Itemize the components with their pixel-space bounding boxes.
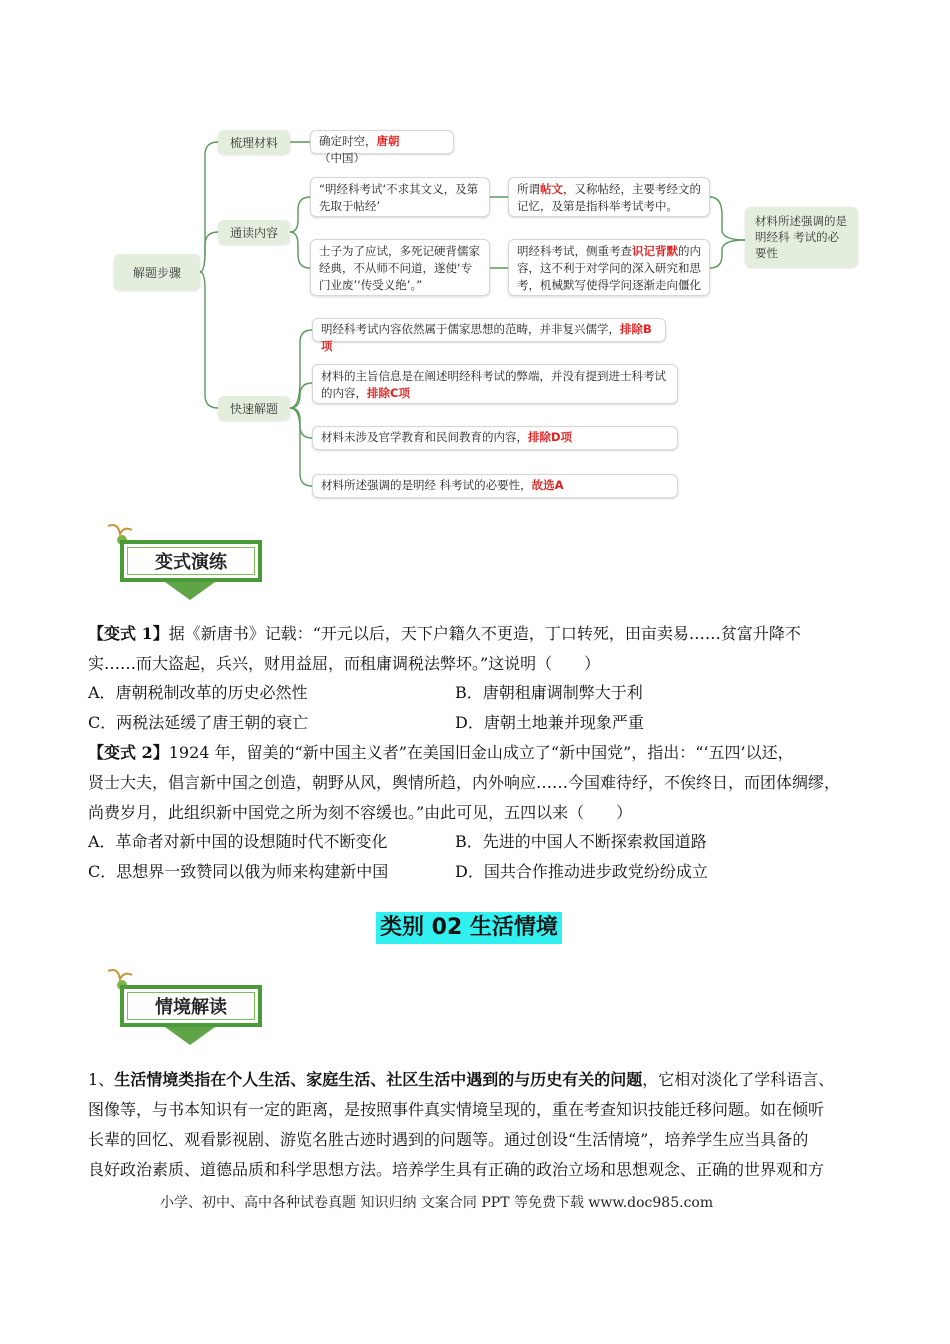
mindmap-branch-2-answer-2: 明经科考试，侧重考查识记背默的内容，这不利于对学问的深入研究和思考，机械默写使得学问逐渐走向僵化 bbox=[508, 239, 710, 296]
mindmap-branch-3: 快速解题 bbox=[218, 396, 290, 420]
mindmap-branch-3-leaf-2: 材料的主旨信息是在阐述明经科考试的弊端，并没有提到进士科考试的内容，排除C项 bbox=[312, 364, 678, 404]
mindmap-branch-3-leaf-4: 材料所述强调的是明经 科考试的必要性，故选A bbox=[312, 474, 678, 498]
section-banner-practice bbox=[100, 530, 250, 590]
question-2-option-a: A．革命者对新中国的设想随时代不断变化 bbox=[88, 832, 388, 851]
question-1-option-a: A．唐朝税制改革的历史必然性 bbox=[88, 683, 308, 702]
banner-title: 情境解读 bbox=[127, 992, 255, 1020]
mindmap-branch-1-leaf: 确定时空，唐朝（中国） bbox=[310, 130, 454, 154]
question-2-option-b: B．先进的中国人不断探索救国道路 bbox=[455, 832, 707, 851]
question-2-line-2: 贤士大夫，倡言新中国之创造，朝野从风，舆情所趋，内外响应……今国难待纾，不俟终日，而团体绸缪， bbox=[88, 773, 841, 792]
question-1-option-c: C．两税法延缓了唐王朝的衰亡 bbox=[88, 713, 309, 732]
mindmap-branch-2: 通读内容 bbox=[218, 220, 290, 244]
mindmap-root: 解题步骤 bbox=[114, 254, 200, 290]
mindmap-conclusion: 材料所述强调的是明经科 考试的必要性 bbox=[745, 207, 858, 267]
question-2-line-3: 尚费岁月，此组织新中国党之所为刻不容缓也。”由此可见，五四以来（ ） bbox=[88, 803, 633, 822]
mindmap-branch-1: 梳理材料 bbox=[218, 130, 290, 154]
question-1-option-b: B．唐朝租庸调制弊大于利 bbox=[455, 683, 643, 702]
mindmap-branch-2-quote-1: “明经科考试‘不求其文义，及第先取于帖经’ bbox=[310, 177, 490, 217]
question-2-option-c: C．思想界一致赞同以俄为师来构建新中国 bbox=[88, 862, 389, 881]
paragraph-line-2: 图像等，与书本知识有一定的距离，是按照事件真实情境呈现的，重在考查知识技能迁移问题。如在倾听 bbox=[88, 1100, 825, 1119]
question-1-line-2: 实……而大盗起，兵兴，财用益屈，而租庸调税法弊坏。”这说明（ ） bbox=[88, 654, 601, 673]
question-1-line-1: 【变式 1】据《新唐书》记载：“开元以后，天下户籍久不更造，丁口转死，田亩卖易……贫富升降不 bbox=[88, 624, 801, 643]
banner-title: 变式演练 bbox=[127, 547, 255, 575]
paragraph-line-4: 良好政治素质、道德品质和科学思想方法。培养学生具有正确的政治立场和思想观念、正确的世界观和方 bbox=[88, 1160, 825, 1179]
question-2-line-1: 【变式 2】1924 年，留美的“新中国主义者”在美国旧金山成立了“新中国党”，指出：“‘五四’以还， bbox=[88, 743, 794, 762]
mindmap-branch-2-answer-1: 所谓帖文，又称帖经，主要考经文的记忆，及第是指科举考试考中。 bbox=[508, 177, 710, 217]
mindmap-branch-2-quote-2: 士子为了应试，多死记硬背儒家经典，不从师不问道，遂使‘专门业废’‘传受义绝’。” bbox=[310, 239, 490, 296]
mindmap-branch-3-leaf-1: 明经科考试内容依然属于儒家思想的范畴，并非复兴儒学，排除B项 bbox=[312, 318, 666, 342]
paragraph-line-1: 1、生活情境类指在个人生活、家庭生活、社区生活中遇到的与历史有关的问题，它相对淡化了学科语言、 bbox=[88, 1070, 835, 1089]
section-banner-context bbox=[100, 975, 250, 1035]
question-1-option-d: D．唐朝土地兼并现象严重 bbox=[455, 713, 644, 732]
mindmap-branch-3-leaf-3: 材料未涉及官学教育和民间教育的内容，排除D项 bbox=[312, 426, 678, 450]
question-2-option-d: D．国共合作推动进步政党纷纷成立 bbox=[455, 862, 708, 881]
page-footer: 小学、初中、高中各种试卷真题 知识归纳 文案合同 PPT 等免费下载 www.doc985.com bbox=[160, 1195, 714, 1211]
paragraph-line-3: 长辈的回忆、观看影视剧、游览名胜古迹时遇到的问题等。通过创设“生活情境”，培养学生应当具备的 bbox=[88, 1130, 809, 1149]
section-heading: 类别 02 生活情境 bbox=[376, 912, 562, 944]
